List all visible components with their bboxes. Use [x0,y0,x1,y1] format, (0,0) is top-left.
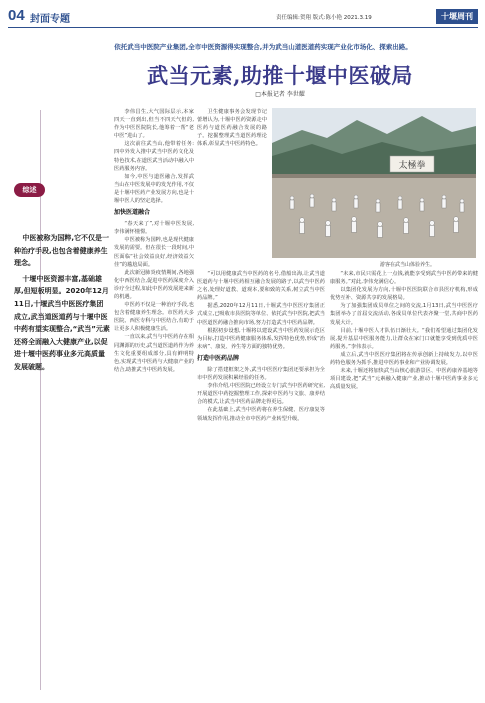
article-column-2 [197,270,325,698]
paragraph: “春天来了”,对十堰中医发展,李伟满怀憧憬。 [114,221,194,236]
summary-paragraph: 中医被称为国粹,它不仅是一种治疗手段,也包含着健康养生理念。 [14,234,110,268]
article-column-1 [114,108,194,698]
paragraph: 这次前往武当山,他带着任务:四中外发入推中武当中医药文化及特色技术,在道医武当活动中融入中医药服务内容。 [114,141,194,172]
article-deck: 依托武当中医院产业集团,全市中医资源得实现整合,并为武当山道医道药实现产业化市场化、探索出路。 [114,43,412,51]
subheading: 打造中医药品牌 [197,354,240,362]
paragraph: 为了加强集团成员单位之间的交流,1月13日,武当中医医疗集团举办了首届交流活动,各成员单位代表齐聚一堂,共商中医药发展大计。 [330,303,478,326]
paragraph: 据悉,2020年12月11日,十堰武当中医医疗集团正式成立,已吸收市县医院等单位、依托武当中医院,把武当中医道医药融合推向市场,努力打造武当中医药品牌。 [197,303,325,326]
summary-paragraph: 十堰中医资源丰富,基础雄厚,但短板明显。2020年12月11日,十堰武当中医医疗集团成立,武当道医道药与十堰中医中药有望实现整合,“武当”元素还将全面融入大健康产业,以促进十堰中医药事业多元高质量发展破题。 [14,274,110,371]
summary-sidebar [14,232,110,377]
paragraph: 根据初步设想,十堰将以建设武当中医药发展示范区为目标,打造中医药健康服务体系,发挥特色优势,形成“治未病”、康复、养生等方面的独特优势。 [197,327,325,350]
paragraph: 此次新冠肺炎疫情期间,各地强化中西医结合,促进中医药深度介入诊疗全过程,如此中医药发展迎来新的机遇。 [114,269,194,300]
paragraph: “可以用健康武当中医药的名号,借船出海,让武当道医道药与十堰中医药相互融合发展的路子,以武当中医药之名,处理好道教、道观本,要和致的关系,树立武当中医药品牌。” [197,271,325,302]
article-byline: □本报记者 李世耀 [255,91,305,98]
summary-tag: 综述 [14,183,45,197]
photo-caption: 游客在武当山体验养生。 [380,262,436,268]
paragraph: 李伟介绍,中医医院已经设立专门武当中医药研究室,开展道医中药挖掘整理工作,探索中医药与文旅、康养结合的模式,让武当中医药品牌走得更远。 [197,383,325,406]
paragraph: 如今,中医与道医融合,发挥武当山在中医发展中的发光作用,不仅是十堰中医药产业发展方向,也是十堰中医人的坚定选择。 [114,173,194,205]
section-name: 封面专题 [30,14,70,25]
edition-meta: 责任编辑:贺翔 版式:陈小艳 2021.3.19 [276,15,372,21]
paragraph: 李伟昌生,大气国际层示,本家四天一直到出,但当不四天气但的,作为中医医院院长,他筹着一帮“老中医”进山了。 [114,109,194,140]
article-column-3 [330,270,478,698]
sidebar-divider [40,110,41,690]
paragraph: 卫生健康事务会发现节记蕾增认为,十堰中医药资源走中医药与道医药融合发展的路子。挖掘整理武当道医药理论体系,彰显武当中医药特色。 [197,109,267,148]
paragraph: 目前,十堰中医人才队伍日渐壮大。“我们希望通过集团化发展,提升基层中医服务能力,让群众在家门口就能享受到优质中医药服务。”李伟表示。 [330,327,478,350]
paragraph: 中医药不仅是一种治疗手段,也包含着健康养生理念。市医药大多医院、西医专科与中医结合,有助于让更多人积极健康生活。 [114,302,194,333]
page-number: 04 [8,7,25,24]
header-rule [8,27,478,28]
paragraph: 除了搭建框架之外,武当中医医疗集团还要承担为全市中医药发展积累经验的任务。 [197,366,325,382]
photo-sign: 太極拳 [398,161,426,171]
paragraph: 未来,十堰还将加快武当山核心旅游景区、中医药康养基地等项目建设,把“武当”元素融入健康产业,推动十堰中医药事业多元高质量发展。 [330,368,478,391]
subheading: 加快医道融合 [114,209,151,217]
paragraph: “未来,市民只需花上一点钱,就能享受到武当中医药带来的健康服务。”对此,李伟充满信心。 [330,271,478,286]
paragraph: 一直以来,武当与中医药存在相同渊源的历史,武当道医道药作为养生文化重要组成部分,具有鲜明特色,实现武当中医药与大健康产业的结合,助推武当中医药发展。 [114,334,194,373]
article-headline: 武当元素,助推十堰中医破局 [147,63,413,88]
article-column-2-top [197,108,267,258]
paragraph: 成立后,武当中医医疗集团将在传承创新上持续发力,以中医药特色服务为抓手,推进中医药事业和产业协调发展。 [330,351,478,367]
paper-brand: 十堰周刊 [436,9,478,24]
taichi-photo [272,108,476,258]
page-header [8,8,478,24]
paragraph: 在此基础上,武当中医药将在养生保健、医疗康复等领域发挥作用,推动全市中医药产业转型升级。 [197,407,325,422]
paragraph: 中医被称为国粹,也是现代健康发展的需要。但在很长一段时间,中医面临“社会效益良好,经济效益欠佳”的尴尬局面。 [114,237,194,268]
paragraph: 以集团化发展为方向,十堰中医医院联合市县医疗机构,形成优势互补、资源共享的发展格局。 [330,287,478,302]
